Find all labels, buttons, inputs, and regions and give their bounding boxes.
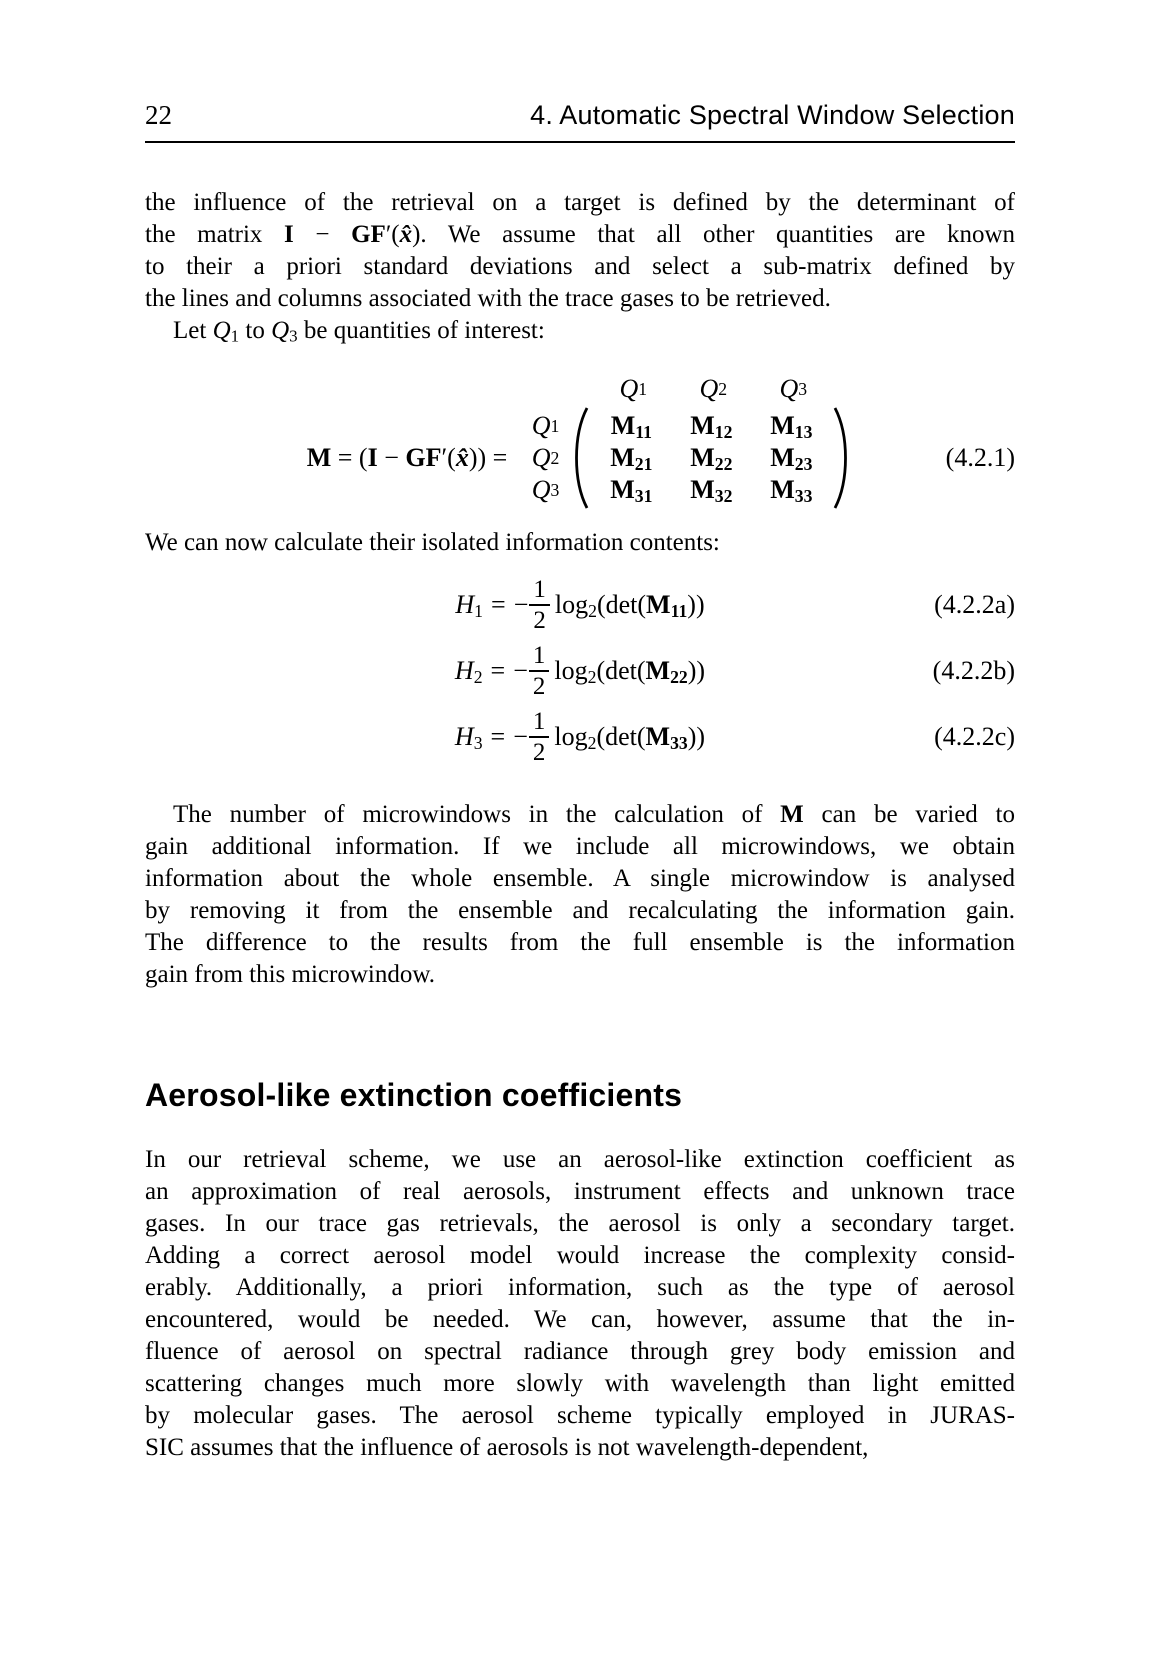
matrix-cell: $M_{11}$ <box>610 411 652 442</box>
equation-4-2-2c <box>145 705 1015 769</box>
one-half-fraction: $\frac{1}{2}$ <box>529 576 550 635</box>
text-line: The difference to the results from the full ensemble is the information <box>145 929 1015 956</box>
matrix-cell: $M_{22}$ <box>690 443 733 474</box>
matrix <box>521 373 853 511</box>
equation-number: (4.2.2b) <box>932 656 1015 685</box>
matrix-column-labels <box>593 373 853 405</box>
matrix-cell: $M_{23}$ <box>770 443 813 474</box>
text-line: The number of microwindows in the calculation of M can be varied to <box>173 801 1015 828</box>
h-term: $H_3$ <box>454 722 483 753</box>
log-term: $\log_2(\det(M_{11}))$ <box>554 590 705 621</box>
matrix-body <box>521 405 853 511</box>
matrix-grid <box>591 410 831 506</box>
equation-number: (4.2.2a) <box>934 590 1015 619</box>
equation-4-2-1-body <box>145 373 1015 511</box>
minus-sign: − <box>513 722 528 751</box>
matrix-column-label: Q 3 <box>779 374 808 403</box>
equation-4-2-2b <box>145 639 1015 703</box>
matrix-cell: $M_{33}$ <box>770 475 813 506</box>
equation-group-4-2-2 <box>145 573 1015 769</box>
text-line: erably. Additionally, a priori information, such as the type of aerosol <box>145 1274 1015 1301</box>
log-term: $\log_2(\det(M_{22}))$ <box>554 656 706 687</box>
text-line: SIC assumes that the influence of aerosols is not wavelength-dependent, <box>145 1434 869 1461</box>
text-line: the influence of the retrieval on a target is defined by the determinant of <box>145 189 1015 216</box>
matrix-cell: $M_{21}$ <box>610 443 653 474</box>
text-line: an approximation of real aerosols, instrument effects and unknown trace <box>145 1178 1015 1205</box>
matrix-row-label: Q 3 <box>531 475 560 504</box>
paragraph-aerosol <box>145 1144 1015 1464</box>
matrix-cell: $M_{31}$ <box>610 475 653 506</box>
equals-sign: = <box>490 722 506 751</box>
text-line: gain from this microwindow. <box>145 961 436 988</box>
paragraph-microwindows <box>145 799 1015 991</box>
text-line: information about the whole ensemble. A single microwindow is analysed <box>145 865 1015 892</box>
paragraph-intro <box>145 187 1015 315</box>
text-column <box>145 100 1015 1464</box>
matrix-cell: $M_{32}$ <box>690 475 733 506</box>
equation-number: (4.2.1) <box>945 443 1015 472</box>
text-line: gain additional information. If we include all microwindows, we obtain <box>145 833 1015 860</box>
matrix-column-label: Q 2 <box>699 374 728 403</box>
text-line: fluence of aerosol on spectral radiance through grey body emission and <box>145 1338 1015 1365</box>
page-number: 22 <box>145 100 172 130</box>
one-half-fraction: $\frac{1}{2}$ <box>529 642 550 701</box>
matrix-lhs: M = (I − GF′(x̂)) = <box>306 443 508 472</box>
section-heading: Aerosol-like extinction coefficients <box>145 1077 683 1113</box>
page-header <box>145 100 1015 143</box>
close-paren <box>831 405 853 511</box>
equation-number: (4.2.2c) <box>934 722 1015 751</box>
text-line: by removing it from the ensemble and recalculating the information gain. <box>145 897 1015 924</box>
open-paren <box>569 405 591 511</box>
text-line: In our retrieval scheme, we use an aerosol-like extinction coefficient as <box>145 1146 1015 1173</box>
let-quantities-line: Let $Q_1$ to $Q_3$ be quantities of interest: <box>173 317 545 346</box>
matrix-row-label: Q 2 <box>531 443 560 472</box>
text-line: by molecular gases. The aerosol scheme typically employed in JURAS- <box>145 1402 1015 1429</box>
text-line: the matrix I − GF′(x̂). We assume that all other quantities are known <box>145 221 1016 248</box>
chapter-title: 4. Automatic Spectral Window Selection <box>530 100 1015 130</box>
matrix-row-label: Q 1 <box>531 411 560 440</box>
equation-4-2-2a <box>145 573 1015 637</box>
text-line: scattering changes much more slowly with wavelength than light emitted <box>145 1370 1015 1397</box>
text-line: to their a priori standard deviations and select a sub-matrix defined by <box>145 253 1015 280</box>
equation-4-2-1 <box>145 373 1015 511</box>
matrix-cell: $M_{13}$ <box>770 411 813 442</box>
text-line: the lines and columns associated with the trace gases to be retrieved. <box>145 285 831 312</box>
h-term: $H_2$ <box>454 656 483 687</box>
log-term: $\log_2(\det(M_{33}))$ <box>554 722 706 753</box>
h-term: $H_1$ <box>455 590 484 621</box>
one-half-fraction: $\frac{1}{2}$ <box>529 708 550 767</box>
text-line: encountered, would be needed. We can, however, assume that the in- <box>145 1306 1015 1333</box>
equals-sign: = <box>490 656 506 685</box>
matrix-cell: $M_{12}$ <box>690 411 733 442</box>
text-line: gases. In our trace gas retrievals, the aerosol is only a secondary target. <box>145 1210 1015 1237</box>
matrix-column-label: Q 1 <box>619 374 648 403</box>
paragraph-calc-intro: We can now calculate their isolated information contents: <box>145 529 720 556</box>
matrix-row-labels <box>521 405 569 511</box>
minus-sign: − <box>513 656 528 685</box>
equals-sign: = <box>491 590 506 619</box>
text-line: Adding a correct aerosol model would increase the complexity consid- <box>145 1242 1015 1269</box>
minus-sign: − <box>513 590 529 619</box>
